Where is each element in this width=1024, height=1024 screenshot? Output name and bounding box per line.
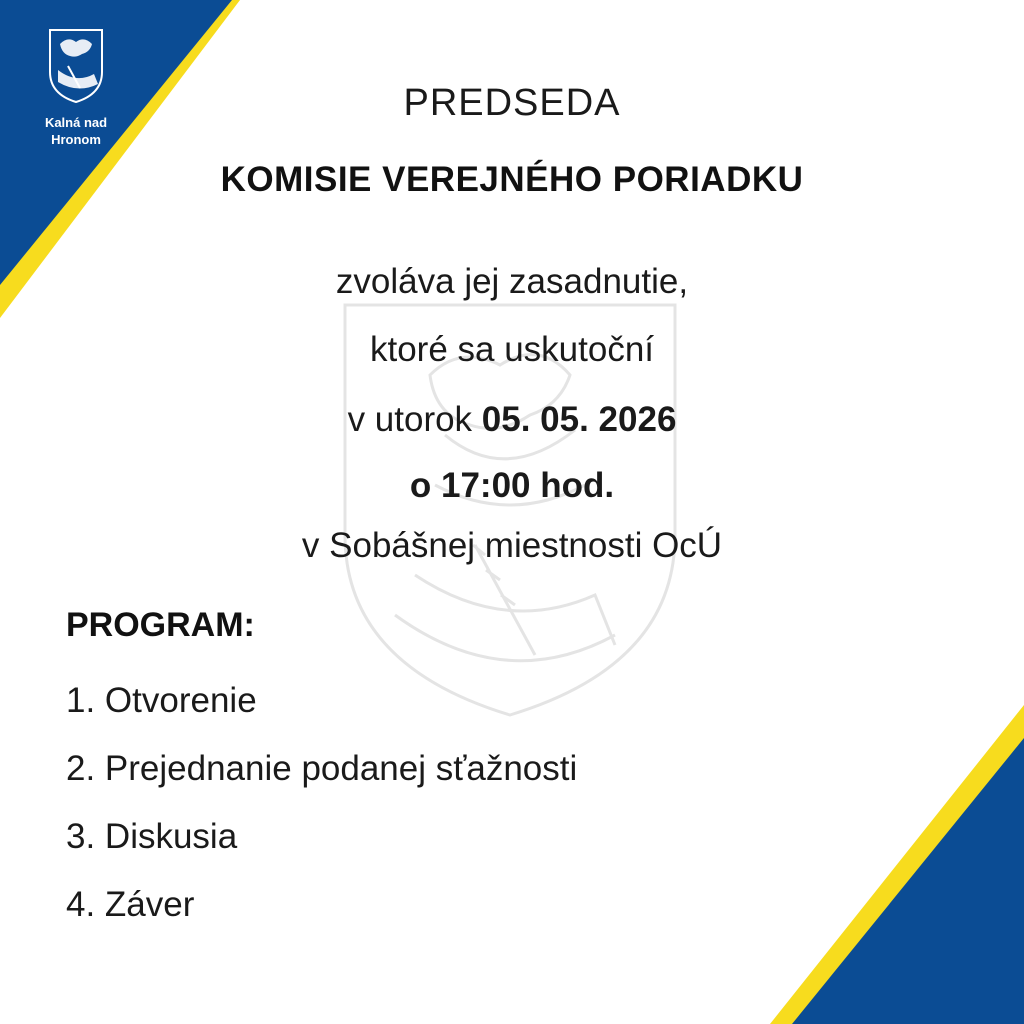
program-item: 3. Diskusia xyxy=(66,817,238,856)
program-item: 1. Otvorenie xyxy=(66,681,257,720)
committee-name: KOMISIE VEREJNÉHO PORIADKU xyxy=(220,160,804,199)
takes-place-text: ktoré sa uskutoční xyxy=(369,330,655,369)
program-list xyxy=(66,676,577,948)
program-item: 4. Záver xyxy=(66,885,195,924)
municipality-name: Kalná nad Hronom xyxy=(44,115,108,147)
day-prefix: v utorok xyxy=(347,400,482,439)
convening-text: zvoláva jej zasadnutie, xyxy=(335,262,689,301)
meeting-date-line xyxy=(0,400,1024,440)
program-heading: PROGRAM: xyxy=(66,606,255,644)
meeting-date: 05. 05. 2026 xyxy=(481,400,677,439)
page-title: PREDSEDA xyxy=(403,82,621,124)
meeting-time: o 17:00 hod. xyxy=(409,466,615,505)
program-item: 2. Prejednanie podanej sťažnosti xyxy=(66,749,578,788)
meeting-place: v Sobášnej miestnosti OcÚ xyxy=(301,526,723,565)
